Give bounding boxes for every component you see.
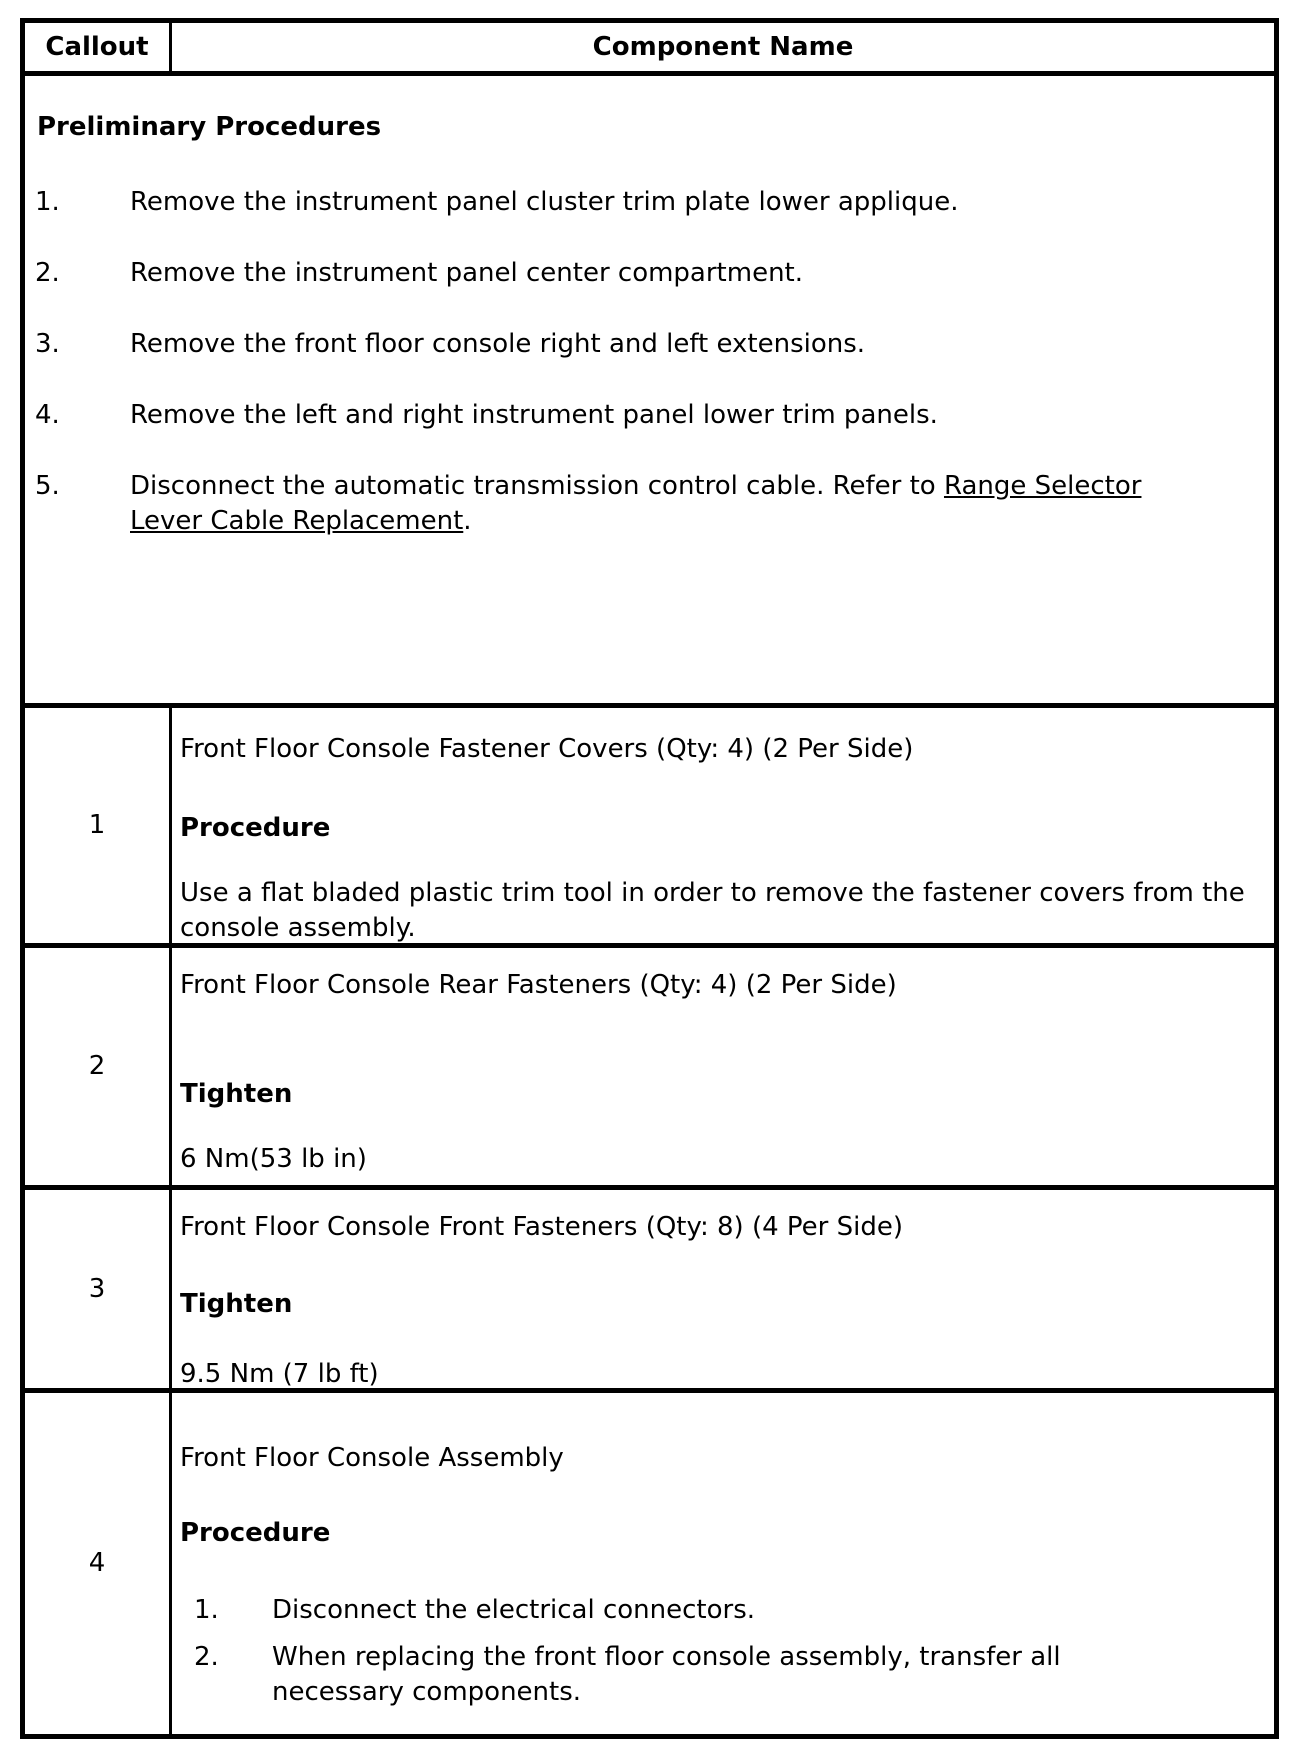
procedure-heading: Procedure [180,813,331,843]
torque-spec: 9.5 Nm (7 lb ft) [180,1359,379,1389]
step-text: Disconnect the electrical connectors. [272,1595,756,1625]
preliminary-step [35,398,1274,433]
preliminary-procedures-section [25,76,1274,708]
step-text: Remove the left and right instrument panel lower trim panels. [130,400,938,430]
callout-number: 4 [25,1393,172,1734]
component-cell [172,948,1274,1185]
range-selector-lever-cable-replacement-link[interactable]: Range Selector Lever Cable Replacement [130,471,1142,536]
tighten-heading: Tighten [180,1079,293,1109]
step-number: 2. [35,258,60,288]
component-cell [172,1393,1274,1734]
step-text: When replacing the front floor console assembly, transfer all necessary components. [272,1642,1061,1707]
procedure-body: Use a flat bladed plastic trim tool in order to remove the fastener covers from the console assembly. [180,878,1245,943]
preliminary-steps-list [35,185,1274,539]
step-text: Remove the front floor console right and left extensions. [130,329,866,359]
step-text: Remove the instrument panel center compartment. [130,258,804,288]
tighten-heading: Tighten [180,1289,293,1319]
step-number: 1. [35,187,60,217]
step-text-before-link: Disconnect the automatic transmission control cable. Refer to [130,471,944,501]
preliminary-step [35,185,1274,220]
step-text: Remove the instrument panel cluster trim plate lower applique. [130,187,959,217]
callout-number: 2 [25,948,172,1185]
table-header-row [25,23,1274,76]
procedure-steps-list [194,1593,1266,1710]
component-title: Front Floor Console Rear Fasteners (Qty: 4) (2 Per Side) [180,970,897,1000]
callout-column-header: Callout [25,23,172,71]
component-cell [172,1190,1274,1388]
table-row [25,1190,1274,1393]
step-number: 4. [35,400,60,430]
table-row [25,708,1274,948]
procedure-step [194,1640,1266,1710]
step-number: 1. [194,1595,219,1625]
component-title: Front Floor Console Front Fasteners (Qty: 8) (4 Per Side) [180,1212,903,1242]
table-row [25,1393,1274,1734]
preliminary-step [35,327,1274,362]
table-row [25,948,1274,1190]
step-number: 3. [35,329,60,359]
preliminary-step [35,469,1274,539]
step-number: 2. [194,1642,219,1672]
preliminary-procedures-title: Preliminary Procedures [37,112,382,142]
callout-number: 3 [25,1190,172,1388]
component-cell [172,708,1274,943]
component-table [20,18,1279,1739]
preliminary-step [35,256,1274,291]
component-name-column-header: Component Name [592,31,854,62]
step-text [130,469,1170,539]
step-text-after-link: . [463,506,472,536]
procedure-heading: Procedure [180,1518,331,1548]
component-title: Front Floor Console Assembly [180,1443,564,1473]
procedure-step [194,1593,1266,1628]
callout-number: 1 [25,708,172,943]
step-number: 5. [35,471,60,501]
torque-spec: 6 Nm(53 lb in) [180,1144,367,1174]
component-title: Front Floor Console Fastener Covers (Qty: 4) (2 Per Side) [180,734,914,764]
